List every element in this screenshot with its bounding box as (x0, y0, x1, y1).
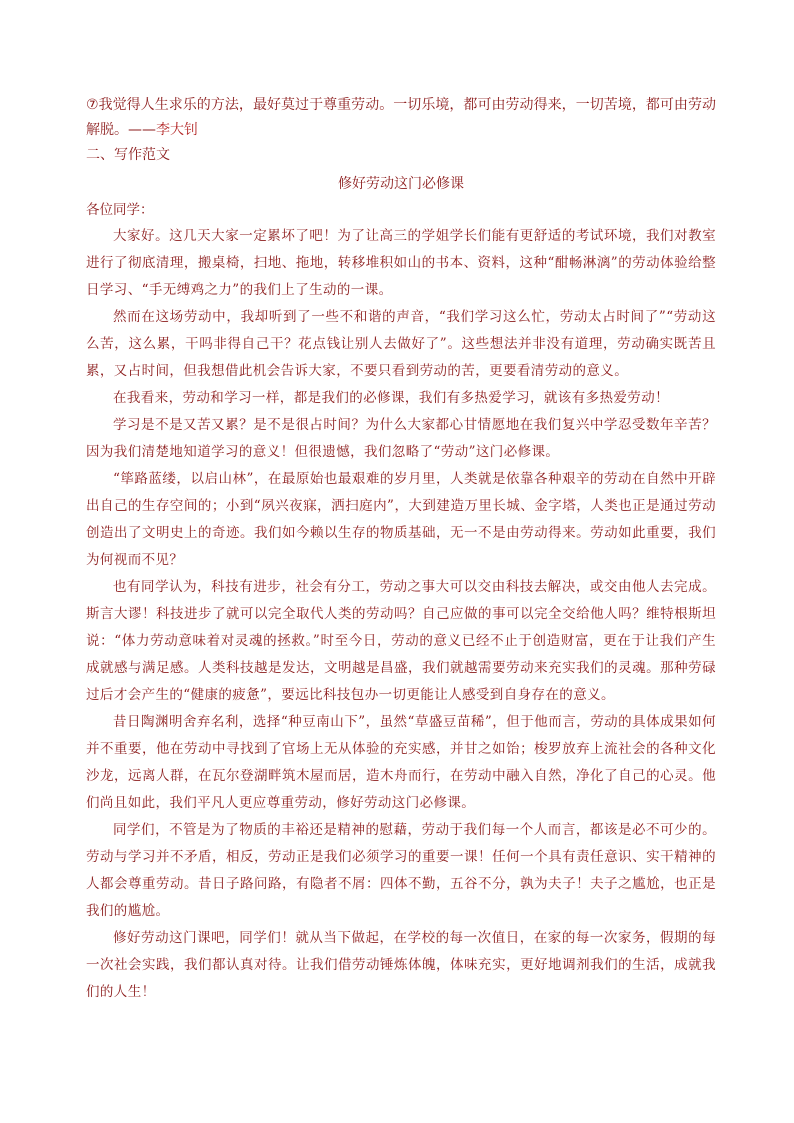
quote-paragraph (86, 93, 716, 143)
quote-author: 李大钊 (156, 122, 198, 138)
essay-paragraph: 昔日陶渊明舍弃名利，选择“种豆南山下”，虽然“草盛豆苗稀”，但于他而言，劳动的具体成果如何并不重要，他在劳动中寻找到了官场上无从体验的充实感，并甘之如饴；梭罗放弃上流社会的各种文化沙龙，远离人群，在瓦尔登湖畔筑木屋而居，造木舟而行，在劳动中融入自然，净化了自己的心灵。他们尚且如此，我们平凡人更应尊重劳动，修好劳动这门必修课。 (86, 714, 716, 811)
essay-paragraph: 学习是不是又苦又累？是不是很占时间？为什么大家都心甘情愿地在我们复兴中学忍受数年辛苦？因为我们清楚地知道学习的意义！但很遗憾，我们忽略了“劳动”这门必修课。 (86, 417, 716, 460)
section-heading: 二、写作范文 (86, 147, 170, 163)
essay-paragraph: 同学们，不管是为了物质的丰裕还是精神的慰藉，劳动于我们每一个人而言，都该是必不可少的。劳动与学习并不矛盾，相反，劳动正是我们必须学习的重要一课！任何一个具有责任意识、实干精神的人都会尊重劳动。昔日子路问路，有隐者不屑：四体不勤，五谷不分，孰为夫子！夫子之尴尬，也正是我们的尴尬。 (86, 822, 716, 919)
essay-title: 修好劳动这门必修课 (338, 176, 464, 192)
essay-paragraph: 也有同学认为，科技有进步，社会有分工，劳动之事大可以交由科技去解决，或交由他人去完成。斯言大谬！科技进步了就可以完全取代人类的劳动吗？自己应做的事可以完全交给他人吗？维特根斯坦说：“体力劳动意味着对灵魂的拯救。”时至今日，劳动的意义已经不止于创造财富，更在于让我们产生成就感与满足感。人类科技越是发达，文明越是昌盛，我们就越需要劳动来充实我们的灵魂。那种劳碌过后才会产生的“健康的疲惫”，要远比科技包办一切更能让人感受到自身存在的意义。 (86, 579, 716, 703)
essay-paragraph: “筚路蓝缕，以启山林”，在最原始也最艰难的岁月里，人类就是依靠各种艰辛的劳动在自然中开辟出自己的生存空间的；小到“夙兴夜寐，洒扫庭内”，大到建造万里长城、金字塔，人类也正是通过劳动创造出了文明史上的奇迹。我们如今赖以生存的物质基础，无一不是由劳动得来。劳动如此重要，我们为何视而不见？ (86, 471, 716, 568)
essay-paragraph: 然而在这场劳动中，我却听到了一些不和谐的声音，“我们学习这么忙，劳动太占时间了”“劳动这么苦，这么累，干吗非得自己干？花点钱让别人去做好了”。这些想法并非没有道理，劳动确实既苦且累，又占时间，但我想借此机会告诉大家，不要只看到劳动的苦，更要看清劳动的意义。 (86, 309, 716, 379)
document-page (86, 93, 716, 1006)
essay-paragraph: 在我看来，劳动和学习一样，都是我们的必修课，我们有多热爱学习，就该有多热爱劳动！ (113, 390, 669, 406)
essay-paragraph: 修好劳动这门课吧，同学们！就从当下做起，在学校的每一次值日，在家的每一次家务，假期的每一次社会实践，我们都认真对待。让我们借劳动锤炼体魄，体味充实，更好地调剂我们的生活，成就我们的人生！ (86, 930, 716, 1000)
essay-salutation: 各位同学： (86, 202, 154, 218)
quote-text: ⑦我觉得人生求乐的方法，最好莫过于尊重劳动。一切乐境，都可由劳动得来，一切苦境，都可由劳动解脱。—— (86, 97, 716, 138)
essay-paragraph: 大家好。这几天大家一定累坏了吧！为了让高三的学姐学长们能有更舒适的考试环境，我们对教室进行了彻底清理，搬桌椅，扫地、拖地，转移堆积如山的书本、资料，这种“酣畅淋漓”的劳动体验给整日学习、“手无缚鸡之力”的我们上了生动的一课。 (86, 228, 716, 298)
